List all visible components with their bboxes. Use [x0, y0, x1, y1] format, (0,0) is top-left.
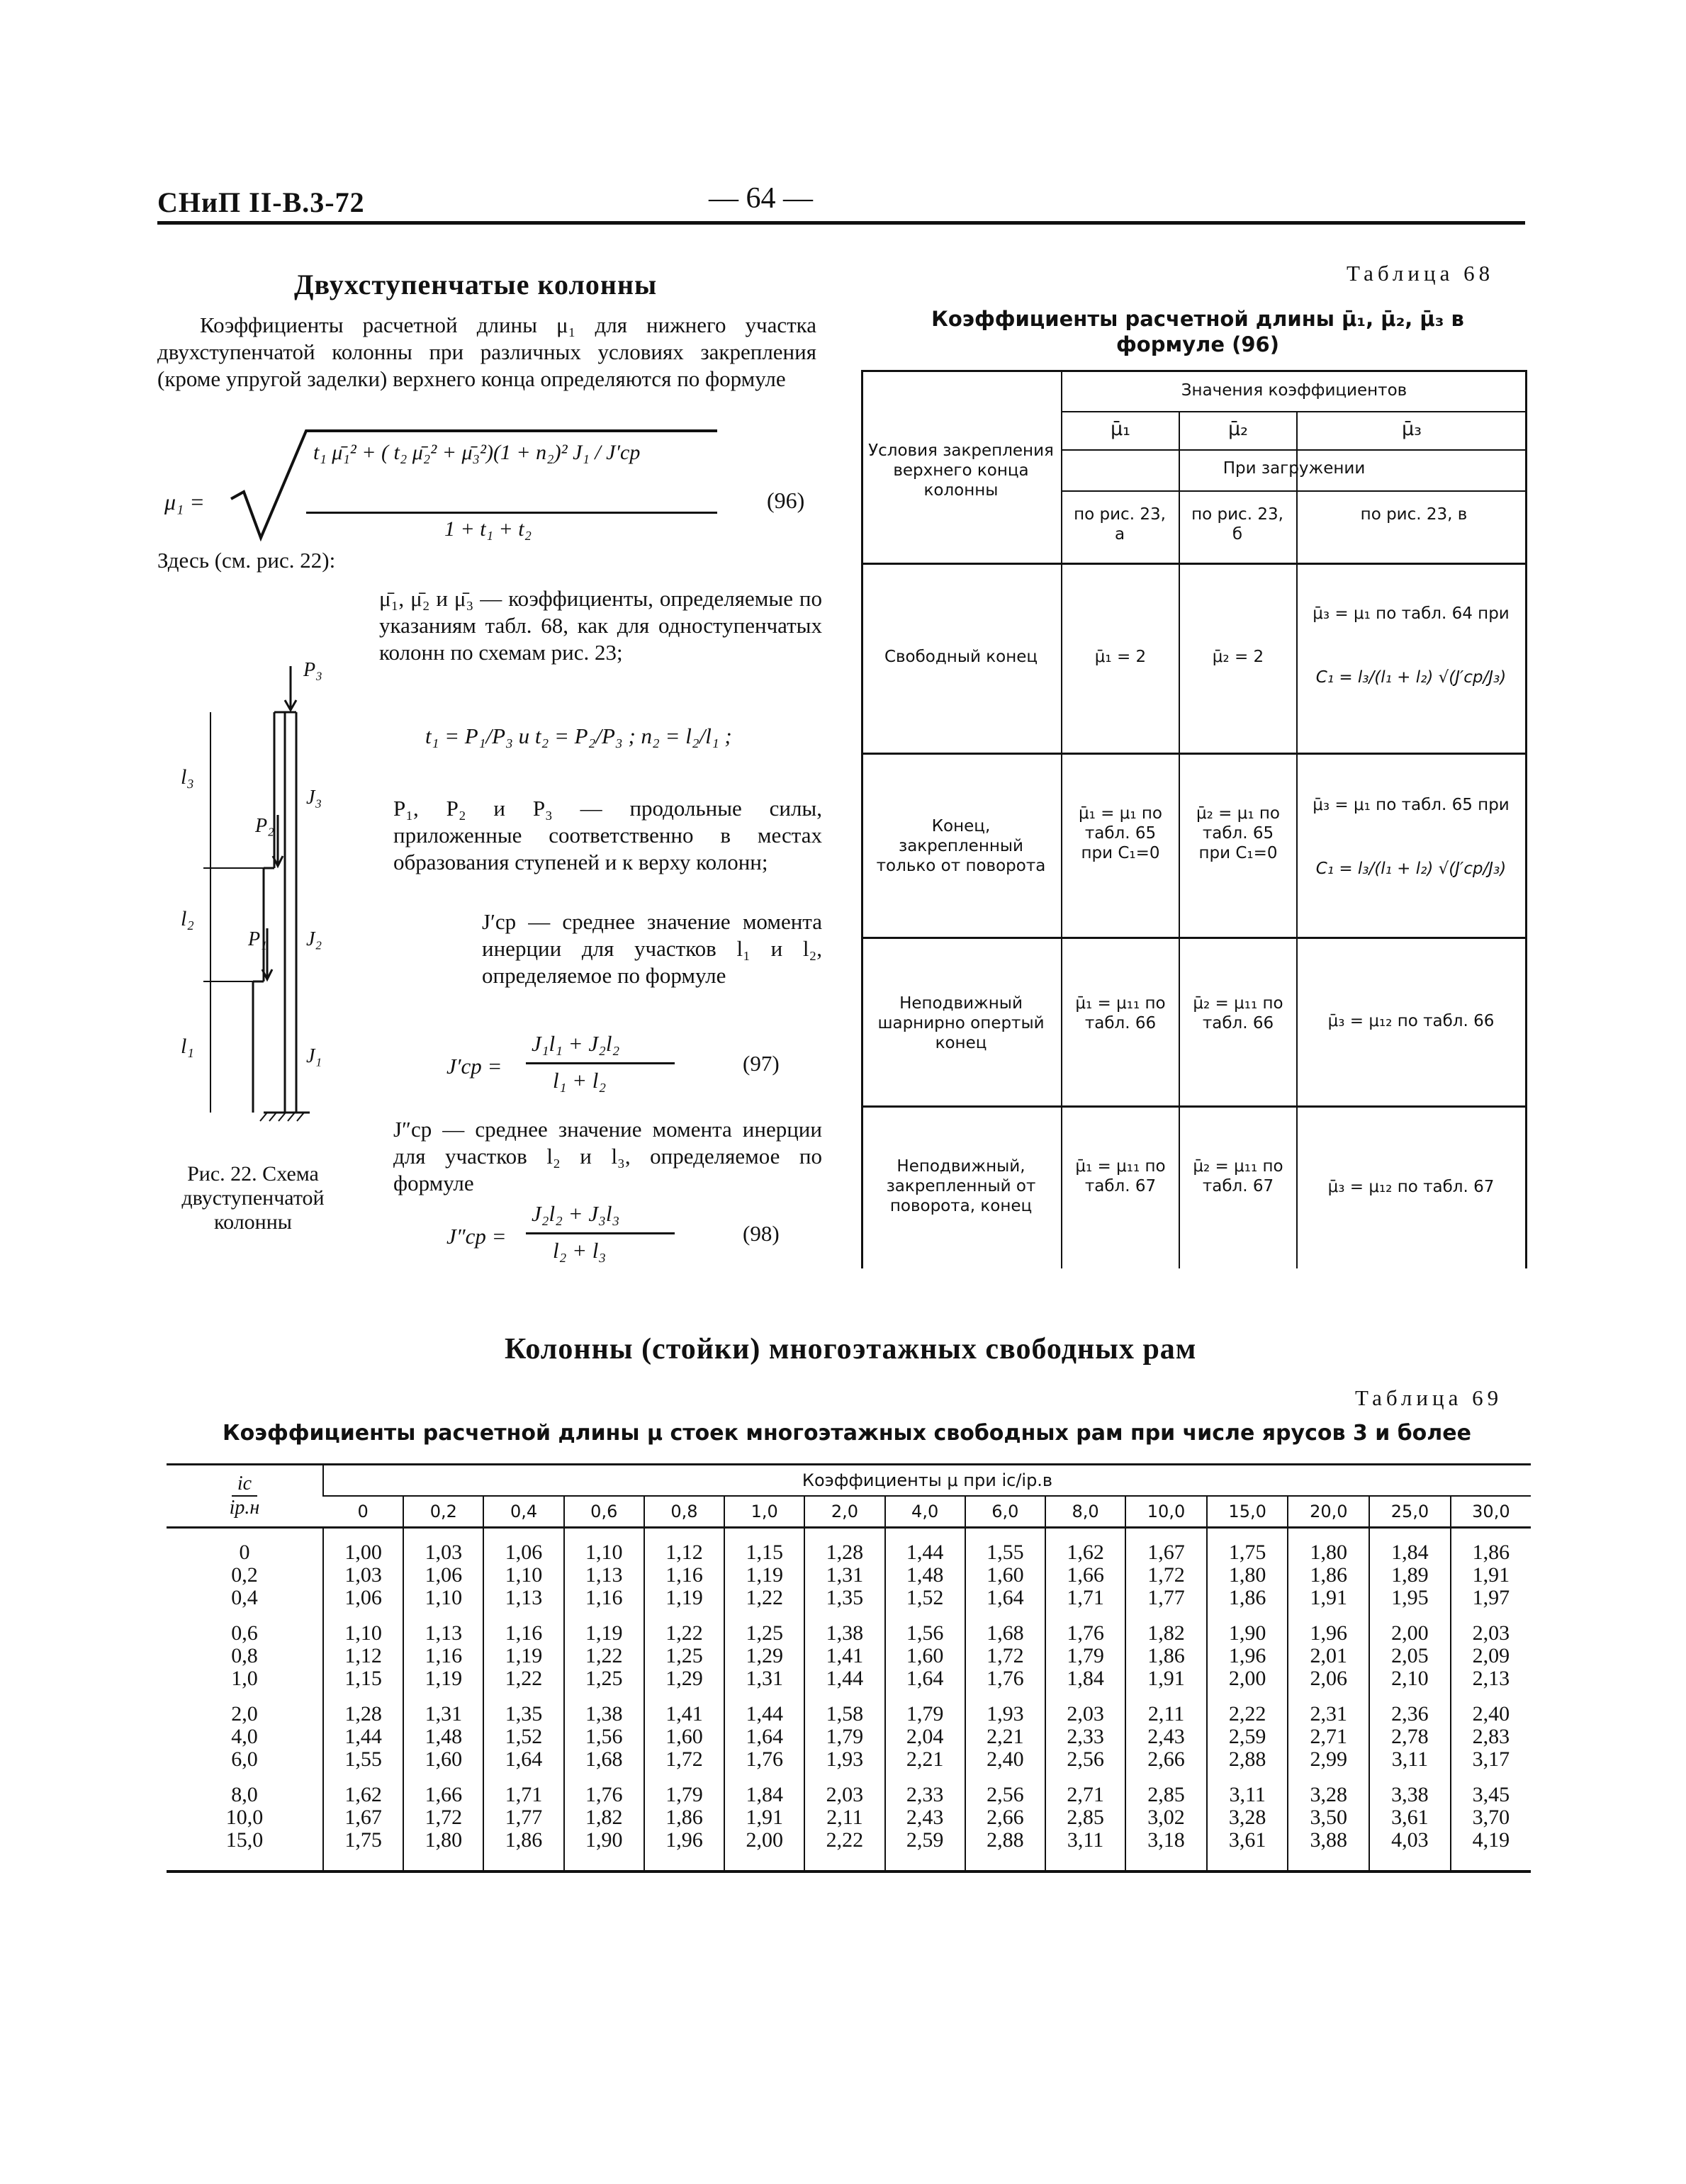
table-69-row-key: 2,0 — [231, 1702, 258, 1726]
table-69-cell: 1,60 — [885, 1645, 965, 1667]
table-69-cell: 1,86 — [1125, 1645, 1207, 1667]
table-69-cell: 2,03 — [1045, 1690, 1125, 1726]
fig-label-p2: P₂ — [255, 815, 274, 837]
formula-98-lhs: J″ср = — [446, 1224, 507, 1249]
fig-label-l1: l₁ — [181, 1035, 194, 1058]
table-69-cell: 1,89 — [1369, 1564, 1451, 1587]
definition-jsr1: J′ср — среднее значение момента инерции для участков l₁ и l₂, определяемое по формуле — [482, 909, 822, 988]
table-69-cell: 2,00 — [1369, 1609, 1451, 1645]
table-69-row-key: 1,0 — [231, 1667, 258, 1690]
table-69-row-key: 6,0 — [231, 1747, 258, 1771]
table-69-cell: 1,79 — [804, 1726, 884, 1748]
formula-97-numerator: J₁l₁ + J₂l₂ — [532, 1031, 620, 1056]
table-69-cell: 3,50 — [1288, 1806, 1369, 1829]
table-68-row1-condition: Свободный конец — [884, 648, 1038, 666]
formula-97-number: (97) — [743, 1051, 780, 1076]
fig-label-j3: J₃ — [306, 787, 322, 809]
table-69-col-header: 10,0 — [1125, 1496, 1207, 1528]
table-69-cell: 1,12 — [644, 1528, 724, 1565]
table-69-cell: 2,03 — [1451, 1609, 1531, 1645]
table-69-row-key: 10,0 — [225, 1806, 264, 1829]
table-69-cell: 2,66 — [965, 1806, 1045, 1829]
table-69-col-header: 4,0 — [885, 1496, 965, 1528]
table-69-col-header: 0,6 — [564, 1496, 644, 1528]
table-69-cell: 2,21 — [885, 1748, 965, 1771]
table-68-row3-condition: Неподвижный шарнирно опертый конец — [877, 994, 1045, 1052]
table-69-cell: 4,03 — [1369, 1829, 1451, 1871]
table-69-cell: 1,10 — [403, 1587, 483, 1609]
table-69-cell: 1,10 — [323, 1609, 403, 1645]
table-68-row1-mu3-b: C₁ = l₃/(l₁ + l₂) √(J′ср/J₃) — [1315, 668, 1507, 687]
document-code: СНиП II-В.3-72 — [157, 186, 365, 218]
table-69-cell: 1,64 — [483, 1748, 563, 1771]
table-69-cell: 1,35 — [804, 1587, 884, 1609]
table-69-cell: 1,90 — [564, 1829, 644, 1871]
table-69-row-key: 15,0 — [167, 1829, 323, 1871]
table-69-row-key: 0,2 — [231, 1563, 258, 1587]
table-69-cell: 1,77 — [1125, 1587, 1207, 1609]
table-69-col-header: 0,8 — [644, 1496, 724, 1528]
table-69-cell: 1,13 — [483, 1587, 563, 1609]
table-69-cell: 2,05 — [1369, 1645, 1451, 1667]
table-row — [167, 1667, 1531, 1690]
table-68-row2-mu2: μ̄₂ = μ₁ по табл. 65 при C₁=0 — [1196, 804, 1281, 862]
intro-paragraph: Коэффициенты расчетной длины μ₁ для нижнего участка двухступенчатой колонны при различных условиях закрепления (кроме упругой заделки) верхнего конца определяются по формуле — [157, 313, 816, 391]
table-69-cell: 2,40 — [1451, 1690, 1531, 1726]
table-69-col-header: 1,0 — [724, 1496, 804, 1528]
table-69-cell: 1,13 — [403, 1609, 483, 1645]
table-69-cell: 2,36 — [1369, 1690, 1451, 1726]
table-69-cell: 1,10 — [564, 1528, 644, 1565]
table-69-cell: 1,29 — [644, 1667, 724, 1690]
table-69-cell: 1,44 — [724, 1690, 804, 1726]
table-69-col-header: 15,0 — [1207, 1496, 1288, 1528]
table-69-cell: 1,31 — [403, 1690, 483, 1726]
table-68-row2-condition: Конец, закрепленный только от поворота — [876, 817, 1046, 875]
table-69-col-header: 20,0 — [1288, 1496, 1369, 1528]
table-69-cell: 2,56 — [965, 1771, 1045, 1806]
table-69-cell: 2,10 — [1369, 1667, 1451, 1690]
table-69-cell: 1,48 — [885, 1564, 965, 1587]
table-69-cell: 3,61 — [1207, 1829, 1288, 1871]
table-68-fig-a: по рис. 23, а — [1074, 505, 1166, 544]
table-row — [167, 1829, 1531, 1871]
table-69-cell: 1,13 — [564, 1564, 644, 1587]
table-69-cell: 2,04 — [885, 1726, 965, 1748]
table-69-cell: 1,41 — [644, 1690, 724, 1726]
table-68-row4-mu3: μ̄₃ = μ₁₂ по табл. 67 — [1327, 1178, 1495, 1196]
table-row — [167, 1645, 1531, 1667]
table-69-cell: 3,38 — [1369, 1771, 1451, 1806]
table-69-cell: 1,72 — [1125, 1564, 1207, 1587]
table-69-cell: 1,28 — [323, 1690, 403, 1726]
table-69-cell: 1,48 — [403, 1726, 483, 1748]
table-69-cell: 1,66 — [1045, 1564, 1125, 1587]
table-69-cell: 1,15 — [724, 1528, 804, 1565]
table-69-cell: 1,16 — [483, 1609, 563, 1645]
table-69-cell: 1,84 — [1045, 1667, 1125, 1690]
fig-label-j2: J₂ — [306, 928, 322, 950]
table-68-row4-mu1: μ̄₁ = μ₁₁ по табл. 67 — [1075, 1157, 1166, 1195]
fig-label-l2: l₂ — [181, 907, 194, 930]
table-69-cell: 2,13 — [1451, 1667, 1531, 1690]
table-69-cell: 1,29 — [724, 1645, 804, 1667]
table-68-row3-mu2: μ̄₂ = μ₁₁ по табл. 66 — [1193, 994, 1283, 1032]
table-69-cell: 2,43 — [1125, 1726, 1207, 1748]
table-69-cell: 1,52 — [885, 1587, 965, 1609]
table-69-cell: 3,11 — [1207, 1771, 1288, 1806]
figure-22-caption: Рис. 22. Схема двуступенчатой колонны — [181, 1162, 325, 1234]
table-68-row1-mu2: μ̄₂ = 2 — [1212, 648, 1264, 666]
table-69-cell: 3,18 — [1125, 1829, 1207, 1871]
table-69-cell: 1,38 — [564, 1690, 644, 1726]
table-69-cell: 1,72 — [403, 1806, 483, 1829]
table-69-cell: 1,22 — [564, 1645, 644, 1667]
table-69-cell: 2,01 — [1288, 1645, 1369, 1667]
table-69-row-key: 4,0 — [231, 1725, 258, 1748]
formula-97 — [446, 1031, 829, 1102]
table-69-cell: 2,00 — [724, 1829, 804, 1871]
section-title-multistorey-columns: Колонны (стойки) многоэтажных свободных рам — [505, 1333, 1197, 1366]
table-row — [167, 1690, 1531, 1726]
table-69-cell: 2,88 — [965, 1829, 1045, 1871]
formula-98-denominator: l₂ + l₃ — [553, 1238, 607, 1263]
table-69-col-header: 25,0 — [1369, 1496, 1451, 1528]
table-69-cell: 1,96 — [1288, 1609, 1369, 1645]
table-69-cell: 1,84 — [724, 1771, 804, 1806]
table-69-cell: 2,09 — [1451, 1645, 1531, 1667]
fig-label-l3: l₃ — [181, 765, 194, 789]
table-69-cell: 2,11 — [804, 1806, 884, 1829]
table-row — [167, 1771, 1531, 1806]
table-69-row-key: 0 — [239, 1541, 250, 1564]
table-68-mu1-head: μ̄₁ — [1110, 418, 1130, 440]
table-69-cell: 4,19 — [1451, 1829, 1531, 1871]
table-69-cell: 1,16 — [644, 1564, 724, 1587]
table-68-row2-mu1: μ̄₁ = μ₁ по табл. 65 при C₁=0 — [1078, 804, 1163, 862]
table-69-cell: 2,71 — [1288, 1726, 1369, 1748]
table-69-cell: 2,85 — [1045, 1806, 1125, 1829]
table-69-cell: 1,77 — [483, 1806, 563, 1829]
header-rule — [157, 221, 1525, 225]
table-69-cell: 1,71 — [483, 1771, 563, 1806]
table-69-col-header: 6,0 — [965, 1496, 1045, 1528]
formula-96-denominator: 1 + t₁ + t₂ — [444, 517, 532, 541]
definition-jsr2: J″ср — среднее значение момента инерции для участков l₂ и l₃, определяемое по формуле — [393, 1117, 822, 1195]
table-69-cell: 1,19 — [483, 1645, 563, 1667]
table-69-cell: 1,19 — [724, 1564, 804, 1587]
table-69-cell: 1,80 — [403, 1829, 483, 1871]
table-68-row3-mu1: μ̄₁ = μ₁₁ по табл. 66 — [1075, 994, 1166, 1032]
table-69-cell: 2,03 — [804, 1771, 884, 1806]
table-69-cell: 1,79 — [644, 1771, 724, 1806]
table-69-cell: 1,03 — [403, 1528, 483, 1565]
table-69-row-key: 0,8 — [231, 1644, 258, 1667]
table-69-cell: 1,76 — [724, 1748, 804, 1771]
table-69-cell: 2,06 — [1288, 1667, 1369, 1690]
table-row — [167, 1726, 1531, 1748]
table-69-row-key: 0,6 — [231, 1621, 258, 1645]
table-69-cell: 1,91 — [1125, 1667, 1207, 1690]
table-69-row-key: 8,0 — [231, 1783, 258, 1806]
table-row — [167, 1748, 1531, 1771]
table-69-cell: 1,66 — [403, 1771, 483, 1806]
formula-96-lhs: μ₁ = — [164, 489, 205, 514]
table-69-cell: 2,11 — [1125, 1690, 1207, 1726]
table-68-label: Таблица 68 — [1347, 261, 1495, 286]
table-69-cell: 1,79 — [1045, 1645, 1125, 1667]
table-68-fig-b: по рис. 23, б — [1191, 505, 1283, 544]
definition-p: P₁, P₂ и P₃ — продольные силы, приложенные соответственно в местах образования ступеней и к верху колонн; — [393, 796, 822, 874]
table-69-cell: 1,25 — [724, 1609, 804, 1645]
table-69-cell: 2,33 — [1045, 1726, 1125, 1748]
formula-96 — [157, 425, 831, 546]
table-69-cell: 1,44 — [323, 1726, 403, 1748]
formula-98-numerator: J₂l₂ + J₃l₃ — [532, 1201, 620, 1226]
table-69-cell: 2,43 — [885, 1806, 965, 1829]
table-69-cell: 1,35 — [483, 1690, 563, 1726]
table-69-col-header: 0,2 — [403, 1496, 483, 1528]
definition-mu: μ̄₁, μ̄₂ и μ̄₃ — коэффициенты, определяемые по указаниям табл. 68, как для одноступенчатых колонн по схемам рис. 23; — [379, 586, 822, 665]
table-69-cell: 1,86 — [1288, 1564, 1369, 1587]
table-69-cell: 1,76 — [564, 1771, 644, 1806]
table-69-cell: 1,60 — [644, 1726, 724, 1748]
table-69-body — [167, 1528, 1531, 1872]
table-69-cell: 3,61 — [1369, 1806, 1451, 1829]
table-69-cell: 1,22 — [724, 1587, 804, 1609]
table-68-row4-mu2: μ̄₂ = μ₁₁ по табл. 67 — [1193, 1157, 1283, 1195]
table-69-cell: 1,55 — [323, 1748, 403, 1771]
table-68-row1-mu1: μ̄₁ = 2 — [1094, 648, 1147, 666]
table-69-cell: 1,96 — [1207, 1645, 1288, 1667]
table-69-cell: 2,83 — [1451, 1726, 1531, 1748]
formula-98-fraction-bar — [526, 1232, 675, 1234]
table-69-cell: 1,90 — [1207, 1609, 1288, 1645]
table-69-cell: 1,68 — [965, 1609, 1045, 1645]
table-69-row-head — [167, 1465, 323, 1528]
fig-label-p1: P₁ — [248, 928, 267, 950]
table-69-cell: 1,84 — [1369, 1528, 1451, 1565]
table-69-cell: 3,17 — [1451, 1748, 1531, 1771]
table-69-cell: 2,40 — [965, 1748, 1045, 1771]
table-69-cell: 2,22 — [1207, 1690, 1288, 1726]
table-69-column-headers — [167, 1496, 1531, 1528]
table-row — [167, 1528, 1531, 1565]
table-69-cell: 1,44 — [885, 1528, 965, 1565]
table-69-cell: 1,52 — [483, 1726, 563, 1748]
table-69-cell: 2,31 — [1288, 1690, 1369, 1726]
table-69-cell: 2,85 — [1125, 1771, 1207, 1806]
formula-98 — [446, 1201, 829, 1272]
table-68-mu2-head: μ̄₂ — [1227, 418, 1248, 440]
table-row — [167, 1806, 1531, 1829]
table-69-cell: 1,06 — [323, 1587, 403, 1609]
table-69-cell: 2,22 — [804, 1829, 884, 1871]
table-69-cell: 1,28 — [804, 1528, 884, 1565]
page-number: — 64 — — [709, 182, 813, 215]
figure-22-column-diagram — [157, 652, 384, 1134]
table-69-cell: 1,64 — [885, 1667, 965, 1690]
table-69-row-head-bottom: iр.н — [229, 1497, 260, 1519]
table-69-cell: 2,56 — [1045, 1748, 1125, 1771]
table-69-cell: 2,71 — [1045, 1771, 1125, 1806]
table-69-cell: 1,55 — [965, 1528, 1045, 1565]
section-title-two-step-columns: Двухступенчатые колонны — [294, 269, 658, 300]
table-69-cell: 1,58 — [804, 1690, 884, 1726]
table-69-cell: 1,96 — [644, 1829, 724, 1871]
table-69-cell: 1,82 — [564, 1806, 644, 1829]
table-69-cell: 3,70 — [1451, 1806, 1531, 1829]
table-69-cell: 1,76 — [1045, 1609, 1125, 1645]
table-69-cell: 3,28 — [1288, 1771, 1369, 1806]
table-69-label: Таблица 69 — [1355, 1385, 1503, 1410]
table-69-cell: 1,72 — [644, 1748, 724, 1771]
table-69-cell: 3,88 — [1288, 1829, 1369, 1871]
table-69-cell: 2,99 — [1288, 1748, 1369, 1771]
table-69-cell: 1,31 — [804, 1564, 884, 1587]
table-69-cell: 1,31 — [724, 1667, 804, 1690]
table-69-cell: 1,91 — [724, 1806, 804, 1829]
table-69-cell: 1,25 — [564, 1667, 644, 1690]
table-69-cell: 1,86 — [1451, 1528, 1531, 1565]
table-68-condition-head: Условия закрепления верхнего конца колонны — [868, 441, 1054, 500]
table-69-cell: 1,03 — [323, 1564, 403, 1587]
table-69-cell: 1,75 — [323, 1829, 403, 1871]
table-69-cell: 2,00 — [1207, 1667, 1288, 1690]
table-68-values-head: Значения коэффициентов — [1181, 381, 1407, 400]
table-69-cell: 1,64 — [724, 1726, 804, 1748]
formula-97-lhs: J′ср = — [446, 1054, 502, 1079]
table-69-cell: 1,60 — [403, 1748, 483, 1771]
table-69-cell: 3,45 — [1451, 1771, 1531, 1806]
fig-label-p3: P₃ — [303, 659, 322, 681]
table-69-cell: 1,86 — [644, 1806, 724, 1829]
table-69-cell: 1,91 — [1288, 1587, 1369, 1609]
table-69-cell: 1,22 — [644, 1609, 724, 1645]
table-69-caption: Коэффициенты расчетной длины μ стоек многоэтажных свободных рам при числе ярусов 3 и более — [223, 1421, 1471, 1446]
table-69-col-header: 0,4 — [483, 1496, 563, 1528]
table-69-cell: 1,16 — [564, 1587, 644, 1609]
table-69-cell: 1,06 — [403, 1564, 483, 1587]
table-69-col-header: 30,0 — [1451, 1496, 1531, 1528]
formula-96-number: (96) — [767, 488, 805, 513]
definition-t-n: t₁ = P₁/P₃ и t₂ = P₂/P₃ ; n₂ = l₂/l₁ ; — [425, 724, 732, 748]
formula-98-number: (98) — [743, 1221, 780, 1246]
table-69-cell: 3,11 — [1045, 1829, 1125, 1871]
table-68-loading-head: При загружении — [1223, 459, 1366, 478]
table-68 — [861, 370, 1527, 1268]
table-69-cell: 1,97 — [1451, 1587, 1531, 1609]
table-69-cell: 1,91 — [1451, 1564, 1531, 1587]
table-69-cell: 1,62 — [1045, 1528, 1125, 1565]
table-69-cell: 1,15 — [323, 1667, 403, 1690]
table-69-cell: 1,00 — [323, 1528, 403, 1565]
table-69-cell: 1,41 — [804, 1645, 884, 1667]
table-68-caption: Коэффициенты расчетной длины μ̄₁, μ̄₂, μ̄₃ в формуле (96) — [931, 307, 1464, 356]
table-69-cell: 1,44 — [804, 1667, 884, 1690]
table-69-cell: 1,86 — [483, 1829, 563, 1871]
table-69-cell: 2,33 — [885, 1771, 965, 1806]
table-69-cell: 1,80 — [1207, 1564, 1288, 1587]
table-69-row-key: 0,4 — [231, 1586, 258, 1609]
table-69-cell: 1,82 — [1125, 1609, 1207, 1645]
table-69-cell: 1,62 — [323, 1771, 403, 1806]
table-69-cell: 1,19 — [403, 1667, 483, 1690]
table-69-cell: 1,56 — [564, 1726, 644, 1748]
table-69-cell: 2,59 — [1207, 1726, 1288, 1748]
table-69-cell: 1,80 — [1288, 1528, 1369, 1565]
table-69-cell: 1,93 — [804, 1748, 884, 1771]
table-68-row2-mu3-b: C₁ = l₃/(l₁ + l₂) √(J′ср/J₃) — [1315, 860, 1507, 878]
table-69-cell: 1,56 — [885, 1609, 965, 1645]
table-69-cell: 1,72 — [965, 1645, 1045, 1667]
table-69-row-head-top: iс — [232, 1473, 257, 1497]
table-69-cell: 1,64 — [965, 1587, 1045, 1609]
table-68-fig-v: по рис. 23, в — [1360, 505, 1468, 524]
formula-97-denominator: l₁ + l₂ — [553, 1068, 607, 1093]
table-69-cell: 1,22 — [483, 1667, 563, 1690]
table-69-cell: 1,25 — [644, 1645, 724, 1667]
table-69-col-header: 0 — [323, 1496, 403, 1528]
table-69-cell: 1,95 — [1369, 1587, 1451, 1609]
table-68-row3-mu3: μ̄₃ = μ₁₂ по табл. 66 — [1327, 1012, 1495, 1030]
table-69-cell: 2,78 — [1369, 1726, 1451, 1748]
table-69-cell: 2,66 — [1125, 1748, 1207, 1771]
table-row — [167, 1564, 1531, 1587]
here-text: Здесь (см. рис. 22): — [157, 548, 336, 573]
table-69-cell: 1,71 — [1045, 1587, 1125, 1609]
table-69-cell: 3,11 — [1369, 1748, 1451, 1771]
table-69-cell: 1,10 — [483, 1564, 563, 1587]
table-69-cell: 1,19 — [644, 1587, 724, 1609]
table-69-cell: 1,19 — [564, 1609, 644, 1645]
table-row — [167, 1609, 1531, 1645]
table-69-cell: 3,02 — [1125, 1806, 1207, 1829]
table-68-row1-mu3-a: μ̄₃ = μ₁ по табл. 64 при — [1313, 604, 1510, 623]
table-68-row2-mu3-a: μ̄₃ = μ₁ по табл. 65 при — [1313, 796, 1510, 814]
table-69-cell: 2,88 — [1207, 1748, 1288, 1771]
table-69-col-header: 8,0 — [1045, 1496, 1125, 1528]
table-69-cell: 2,21 — [965, 1726, 1045, 1748]
table-68-mu3-head: μ̄₃ — [1401, 418, 1422, 440]
table-69-cell: 1,93 — [965, 1690, 1045, 1726]
table-68-row4-condition: Неподвижный, закрепленный от поворота, конец — [886, 1157, 1036, 1215]
table-69-cell: 1,76 — [965, 1667, 1045, 1690]
table-69-cell: 1,79 — [885, 1690, 965, 1726]
formula-96-fraction-bar — [306, 512, 717, 514]
table-69-cell: 1,38 — [804, 1609, 884, 1645]
formula-97-fraction-bar — [526, 1062, 675, 1064]
formula-96-numerator: t₁ μ̄₁² + ( t₂ μ̄₂² + μ̄₃²)(1 + n₂)² J₁ / J′ср — [313, 441, 641, 464]
table-69-cell: 1,67 — [1125, 1528, 1207, 1565]
fig-label-j1: J₁ — [306, 1045, 322, 1067]
table-69-cell: 1,60 — [965, 1564, 1045, 1587]
table-69-cell: 1,16 — [403, 1645, 483, 1667]
table-69-cell: 1,68 — [564, 1748, 644, 1771]
table-69 — [167, 1463, 1531, 1873]
table-69-col-group: Коэффициенты μ при iс/iр.в — [323, 1465, 1531, 1497]
table-69-cell: 1,75 — [1207, 1528, 1288, 1565]
table-69-cell: 1,86 — [1207, 1587, 1288, 1609]
table-69-cell: 1,67 — [323, 1806, 403, 1829]
table-69-cell: 1,12 — [323, 1645, 403, 1667]
table-69-cell: 2,59 — [885, 1829, 965, 1871]
table-69-cell: 1,06 — [483, 1528, 563, 1565]
table-69-cell: 3,28 — [1207, 1806, 1288, 1829]
table-row — [167, 1587, 1531, 1609]
table-69-col-header: 2,0 — [804, 1496, 884, 1528]
